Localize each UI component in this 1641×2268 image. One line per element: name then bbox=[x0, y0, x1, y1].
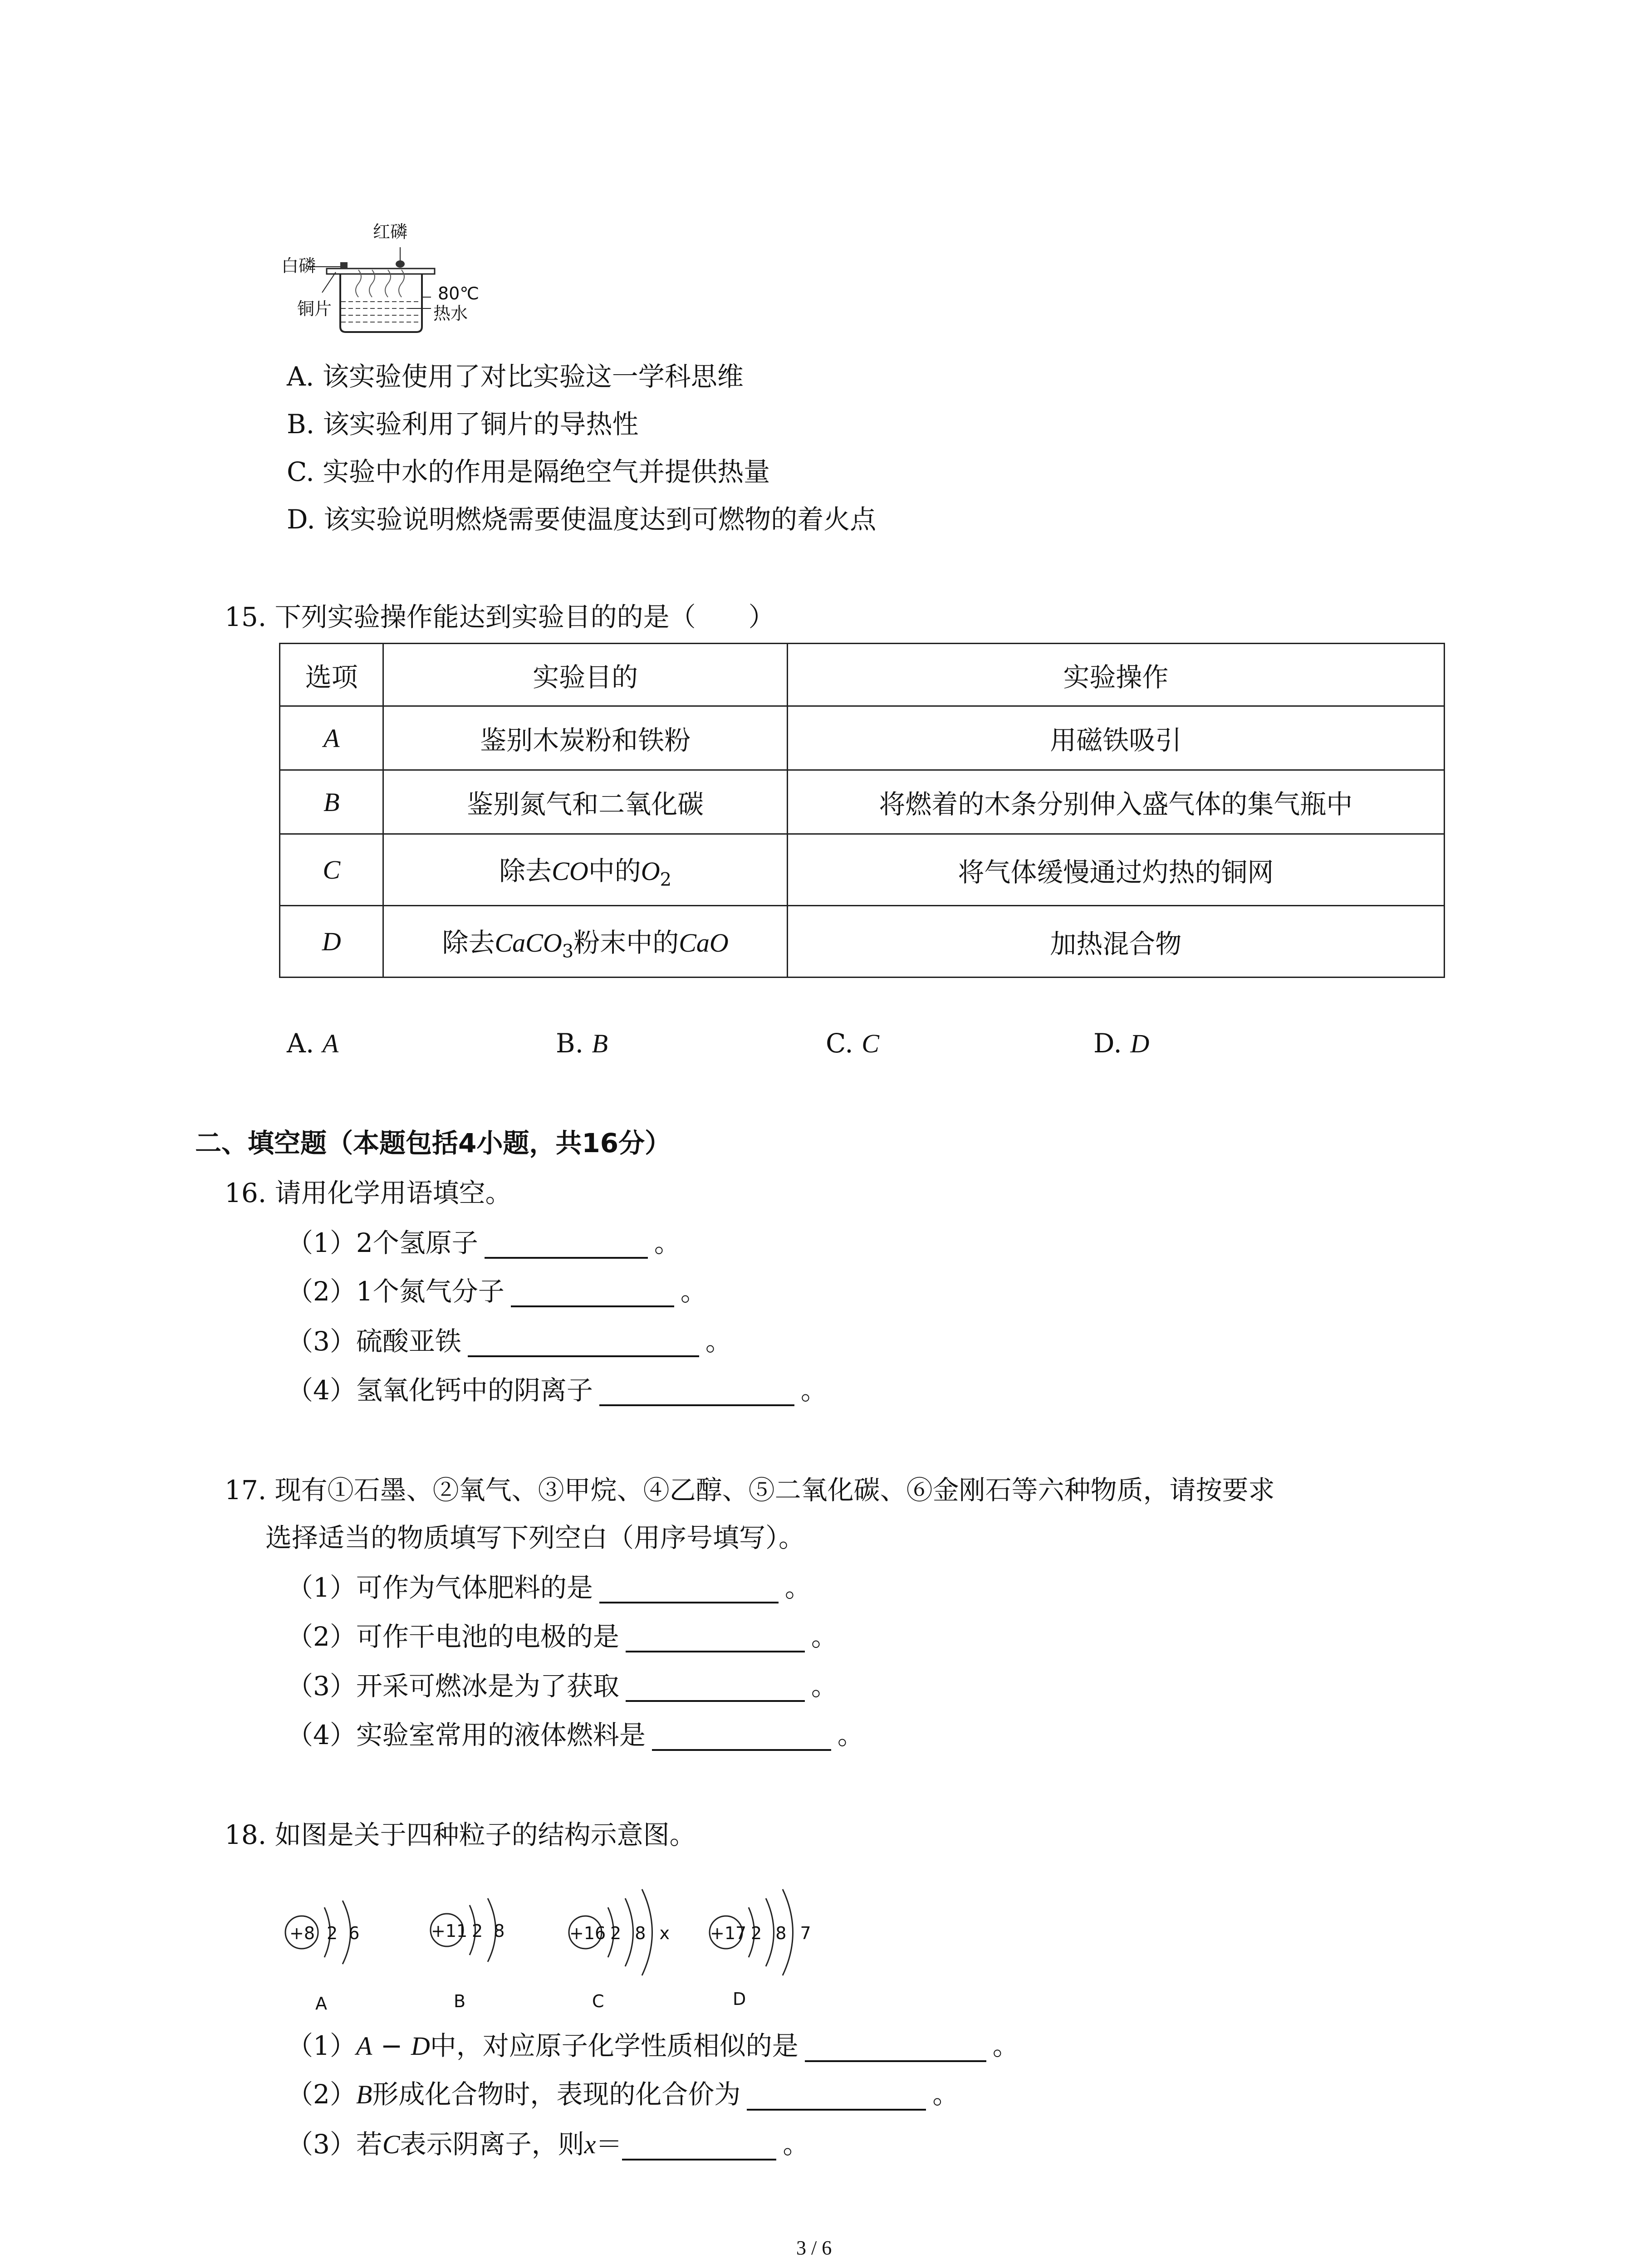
goal-text: 除去 bbox=[442, 927, 495, 958]
goal-text: 除去 bbox=[499, 855, 552, 886]
particle-d-nucleus: +17 bbox=[710, 1923, 747, 1943]
label-white-phosphorus: 白磷 bbox=[281, 256, 316, 276]
answer-blank[interactable] bbox=[626, 1625, 805, 1652]
variable: x bbox=[584, 2130, 596, 2159]
answer-blank[interactable] bbox=[626, 1675, 805, 1702]
table-cell-goal bbox=[383, 906, 787, 978]
item-end: 。 bbox=[680, 1276, 707, 1307]
table-header-cell: 实验目的 bbox=[383, 644, 787, 706]
item-text: （1）可作为气体肥料的是 bbox=[287, 1572, 593, 1603]
choice-value: C bbox=[862, 1029, 879, 1058]
variable: C bbox=[382, 2130, 400, 2159]
formula-subscript: 3 bbox=[562, 941, 574, 962]
answer-blank[interactable] bbox=[805, 2035, 986, 2062]
particle-structure-diagrams bbox=[277, 1869, 867, 2014]
q18-item-3 bbox=[287, 2128, 809, 2160]
table-cell-option: C bbox=[280, 834, 383, 906]
combustion-experiment-diagram bbox=[272, 213, 508, 340]
table-cell-operation: 将气体缓慢通过灼热的铜网 bbox=[787, 834, 1444, 906]
label-copper-plate: 铜片 bbox=[297, 299, 332, 319]
q16-item-2 bbox=[287, 1276, 707, 1307]
q16-stem: 16. 请用化学用语填空。 bbox=[225, 1178, 512, 1208]
choice-prefix: D. bbox=[1093, 1028, 1122, 1059]
item-end: 。 bbox=[783, 2129, 809, 2160]
q17-item-2 bbox=[287, 1621, 838, 1652]
q17-item-3 bbox=[287, 1670, 838, 1702]
table-header-cell: 实验操作 bbox=[787, 644, 1444, 706]
item-text: （3）若 bbox=[287, 2129, 382, 2160]
table-header-cell: 选项 bbox=[280, 644, 383, 706]
answer-blank[interactable] bbox=[622, 2133, 776, 2160]
particle-a-label: A bbox=[315, 1994, 327, 2014]
formula: CaO bbox=[679, 928, 729, 958]
q15-choice-c bbox=[826, 1027, 879, 1060]
q14-option-b: B. 该实验利用了铜片的导热性 bbox=[287, 409, 639, 440]
answer-blank[interactable] bbox=[468, 1330, 699, 1357]
variable: A bbox=[356, 2031, 372, 2061]
table-cell-operation: 用磁铁吸引 bbox=[787, 706, 1444, 770]
q14-option-a: A. 该实验使用了对比实验这一学科思维 bbox=[287, 361, 744, 392]
choice-value: D bbox=[1130, 1029, 1150, 1058]
q15-choice-b bbox=[556, 1027, 608, 1060]
item-text: 中，对应原子化学性质相似的是 bbox=[430, 2030, 798, 2061]
particle-c-label: C bbox=[592, 1991, 604, 2011]
label-red-phosphorus: 红磷 bbox=[373, 222, 408, 242]
answer-blank[interactable] bbox=[511, 1280, 674, 1307]
particle-b-shells: 2 8 bbox=[472, 1921, 505, 1941]
page-number: 3 / 6 bbox=[796, 2237, 832, 2259]
q16-item-1 bbox=[287, 1227, 681, 1259]
label-temperature: 80℃ bbox=[438, 284, 480, 303]
table-row bbox=[280, 906, 1445, 978]
q15-choice-a bbox=[287, 1027, 338, 1060]
q17-stem-line2: 选择适当的物质填写下列空白（用序号填写）。 bbox=[265, 1522, 805, 1553]
particle-b-label: B bbox=[454, 1991, 466, 2011]
table-cell-goal: 鉴别木炭粉和铁粉 bbox=[383, 706, 787, 770]
formula: CaCO bbox=[495, 928, 562, 958]
section-title: 二、填空题（本题包括4小题，共16分） bbox=[195, 1128, 671, 1158]
q18-item-2 bbox=[287, 2078, 959, 2111]
q18-stem: 18. 如图是关于四种粒子的结构示意图。 bbox=[225, 1819, 696, 1850]
choice-value: B bbox=[592, 1029, 608, 1058]
variable: D bbox=[411, 2031, 430, 2061]
particle-c-shells: 2 8 x bbox=[610, 1923, 670, 1943]
formula: O bbox=[641, 856, 660, 886]
q14-option-d: D. 该实验说明燃烧需要使温度达到可燃物的着火点 bbox=[287, 504, 877, 535]
item-end: 。 bbox=[784, 1572, 811, 1603]
q16-item-3 bbox=[287, 1325, 732, 1357]
choice-prefix: A. bbox=[287, 1028, 314, 1059]
item-text: （1） bbox=[287, 2030, 356, 2061]
goal-text: 中的 bbox=[588, 855, 641, 886]
item-end: 。 bbox=[654, 1227, 681, 1258]
item-end: 。 bbox=[837, 1720, 864, 1750]
item-end: 。 bbox=[800, 1375, 827, 1406]
table-cell-option: B bbox=[280, 770, 383, 834]
item-text: （1）2个氢原子 bbox=[287, 1227, 478, 1258]
table-cell-option: A bbox=[280, 706, 383, 770]
q17-item-4 bbox=[287, 1719, 864, 1751]
table-cell-operation: 将燃着的木条分别伸入盛气体的集气瓶中 bbox=[787, 770, 1444, 834]
answer-blank[interactable] bbox=[485, 1232, 648, 1259]
answer-blank[interactable] bbox=[747, 2083, 926, 2111]
particle-a-nucleus: +8 bbox=[289, 1923, 315, 1943]
q15-table bbox=[279, 643, 1445, 978]
choice-prefix: B. bbox=[556, 1028, 584, 1059]
particle-b-nucleus: +11 bbox=[431, 1921, 468, 1941]
goal-text: 粉末中的 bbox=[573, 927, 679, 958]
particle-d-shells: 2 8 7 bbox=[751, 1923, 811, 1943]
particle-c-nucleus: +16 bbox=[569, 1923, 606, 1943]
q16-item-4 bbox=[287, 1374, 827, 1406]
item-text: 表示阴离子，则 bbox=[400, 2129, 584, 2160]
q18-item-1 bbox=[287, 2030, 1019, 2062]
table-row bbox=[280, 834, 1445, 906]
item-text: 形成化合物时，表现的化合价为 bbox=[372, 2079, 741, 2110]
item-text: （2） bbox=[287, 2079, 356, 2110]
answer-blank[interactable] bbox=[599, 1379, 794, 1406]
table-header-row bbox=[280, 644, 1445, 706]
table-cell-goal: 鉴别氮气和二氧化碳 bbox=[383, 770, 787, 834]
table-row bbox=[280, 770, 1445, 834]
item-end: 。 bbox=[705, 1326, 732, 1357]
q15-stem: 15. 下列实验操作能达到实验目的的是（ ） bbox=[225, 601, 775, 632]
table-cell-goal bbox=[383, 834, 787, 906]
variable: B bbox=[356, 2080, 372, 2109]
item-text: （4）实验室常用的液体燃料是 bbox=[287, 1720, 646, 1750]
formula: CO bbox=[552, 856, 588, 886]
item-end: 。 bbox=[811, 1671, 838, 1701]
item-text: （4）氢氧化钙中的阴离子 bbox=[287, 1375, 593, 1406]
item-text: ＝ bbox=[596, 2129, 622, 2160]
label-hot-water: 热水 bbox=[433, 303, 468, 323]
q15-choice-d bbox=[1093, 1027, 1149, 1060]
particle-a-shells: 2 6 bbox=[327, 1923, 360, 1943]
item-text: （2）1个氮气分子 bbox=[287, 1276, 505, 1307]
table-cell-option: D bbox=[280, 906, 383, 978]
formula-subscript: 2 bbox=[660, 869, 672, 890]
q17-stem-line1: 17. 现有①石墨、②氧气、③甲烷、④乙醇、⑤二氧化碳、⑥金刚石等六种物质，请按要求 bbox=[225, 1475, 1275, 1505]
q17-item-1 bbox=[287, 1572, 811, 1603]
table-cell-operation: 加热混合物 bbox=[787, 906, 1444, 978]
table-row bbox=[280, 706, 1445, 770]
choice-value: A bbox=[322, 1029, 339, 1058]
q14-option-c: C. 实验中水的作用是隔绝空气并提供热量 bbox=[287, 456, 770, 487]
item-end: 。 bbox=[992, 2030, 1019, 2061]
item-text: （2）可作干电池的电极的是 bbox=[287, 1621, 619, 1652]
item-text: − bbox=[372, 2030, 411, 2061]
answer-blank[interactable] bbox=[599, 1576, 779, 1603]
particle-d-label: D bbox=[733, 1989, 746, 2009]
item-end: 。 bbox=[932, 2079, 959, 2110]
choice-prefix: C. bbox=[826, 1028, 853, 1059]
item-text: （3）开采可燃冰是为了获取 bbox=[287, 1671, 619, 1701]
item-text: （3）硫酸亚铁 bbox=[287, 1326, 461, 1357]
answer-blank[interactable] bbox=[652, 1724, 831, 1751]
item-end: 。 bbox=[811, 1621, 838, 1652]
